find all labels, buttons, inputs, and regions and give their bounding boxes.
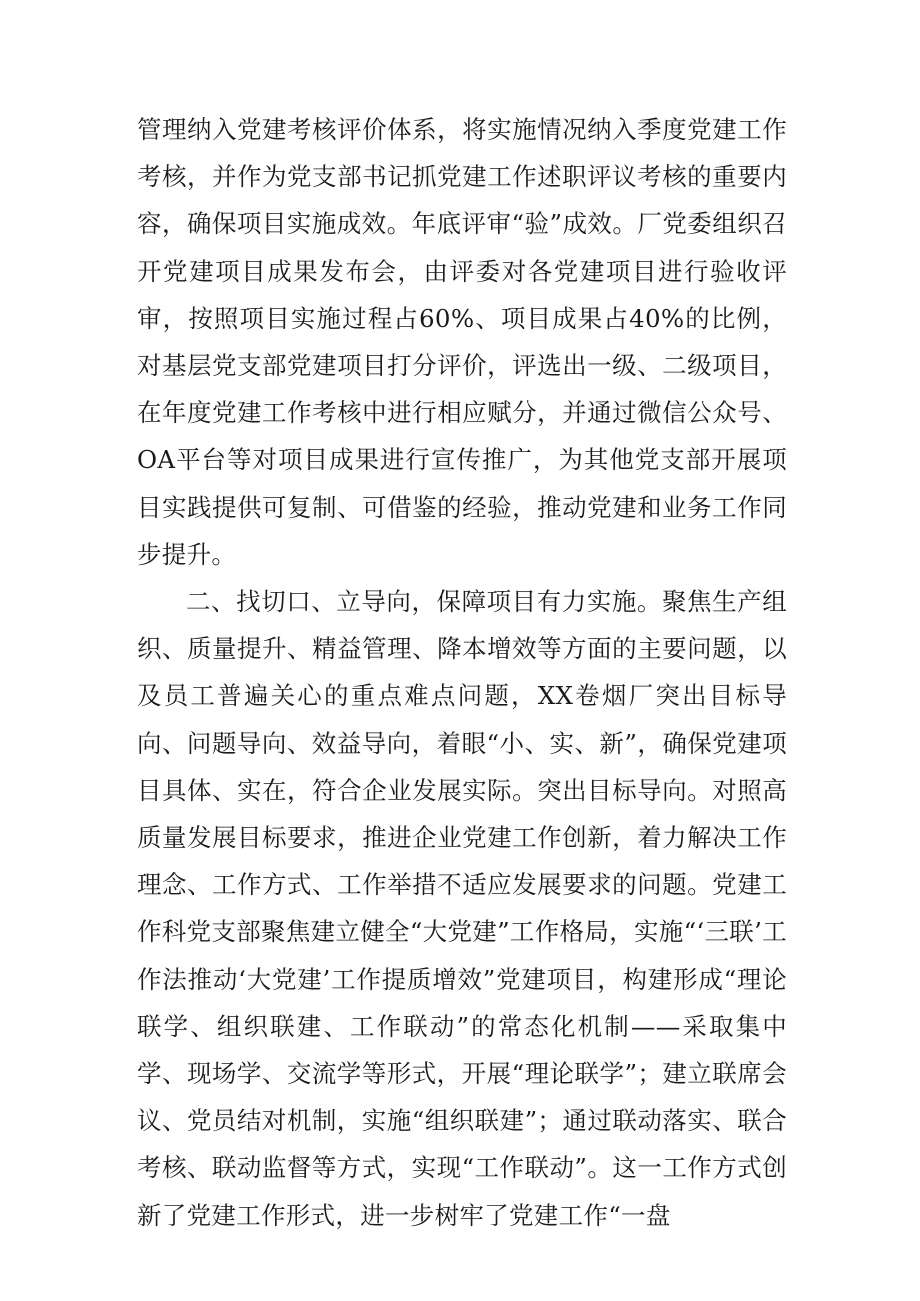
paragraph-1: 管理纳入党建考核评价体系，将实施情况纳入季度党建工作考核，并作为党支部书记抓党建工作述职评议考核的重要内容，确保项目实施成效。年底评审“验”成效。厂党委组织召开党建项目成果发布会，由评委对各党建项目进行验收评审，按照项目实施过程占60%、项目成果占40%的比例，对基层党支部党建项目打分评价，评选出一级、二级项目，在年度党建工作考核中进行相应赋分，并通过微信公众号、OA平台等对项目成果进行宣传推广，为其他党支部开展项目实践提供可复制、可借鉴的经验，推动党建和业务工作同步提升。 (137, 115, 787, 569)
document-body (137, 106, 787, 1239)
paragraph-2: 二、找切口、立导向，保障项目有力实施。聚焦生产组织、质量提升、精益管理、降本增效等方面的主要问题，以及员工普遍关心的重点难点问题，XX卷烟厂突出目标导向、问题导向、效益导向，着眼“小、实、新”，确保党建项目具体、实在，符合企业发展实际。突出目标导向。对照高质量发展目标要求，推进企业党建工作创新，着力解决工作理念、工作方式、工作举措不适应发展要求的问题。党建工作科党支部聚焦建立健全“大党建”工作格局，实施“‘三联’工作法推动‘大党建’工作提质增效”党建项目，构建形成“理论联学、组织联建、工作联动”的常态化机制——采取集中学、现场学、交流学等形式，开展“理论联学”；建立联席会议、党员结对机制，实施“组织联建”；通过联动落实、联合考核、联动监督等方式，实现“工作联动”。这一工作方式创新了党建工作形式，进一步树牢了党建工作“一盘 (137, 587, 787, 1230)
